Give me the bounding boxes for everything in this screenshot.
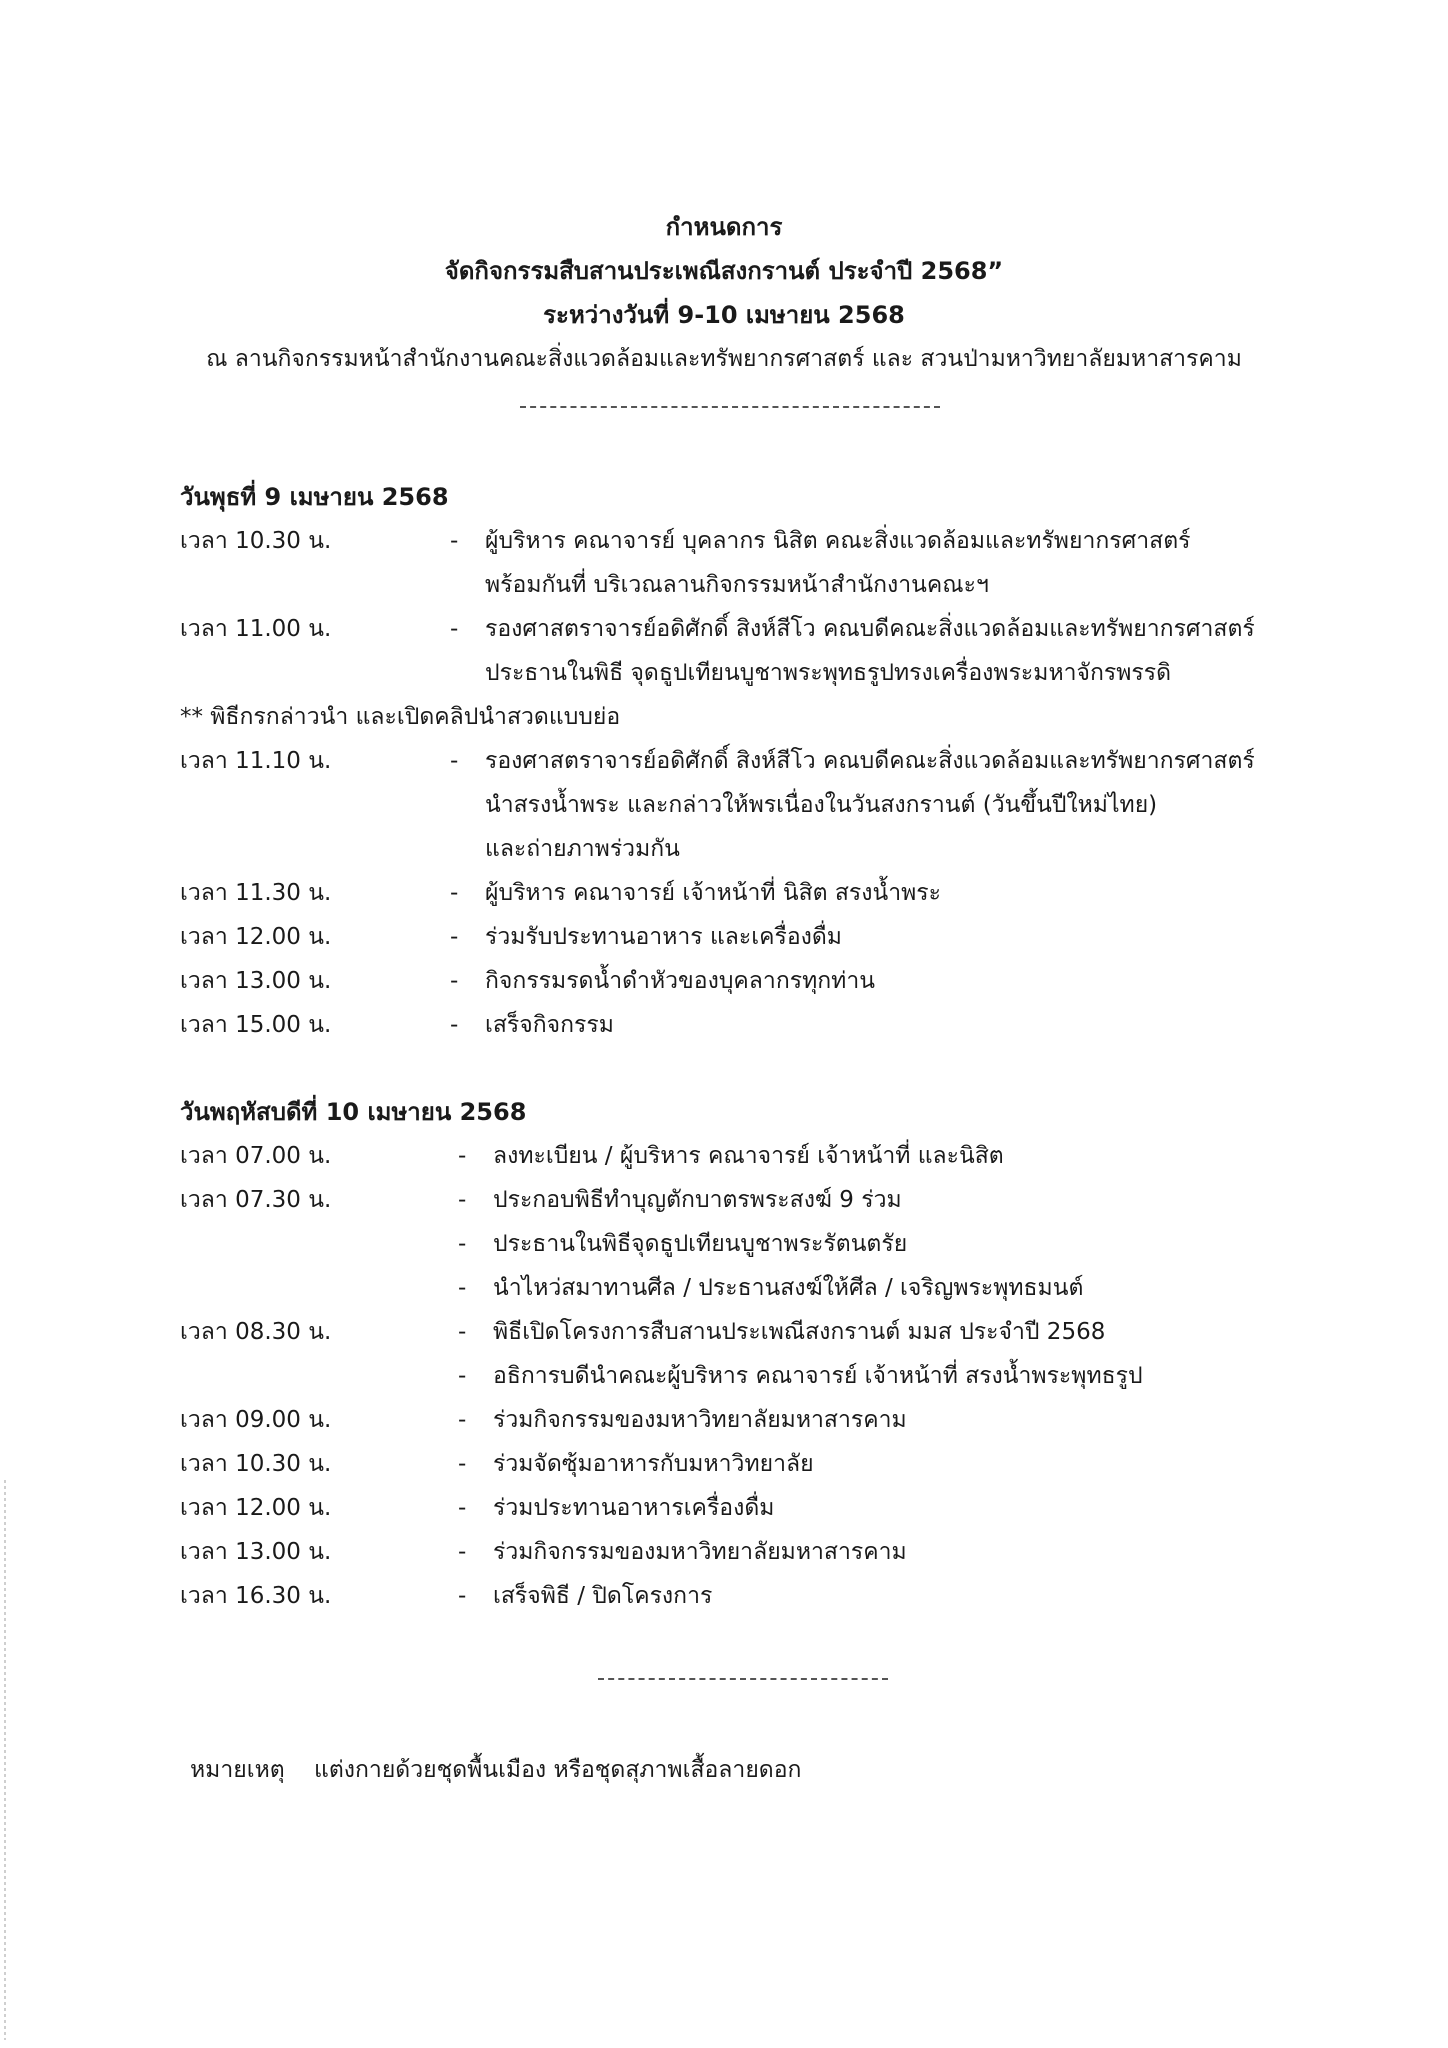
schedule-row xyxy=(180,1266,1330,1310)
schedule-text: ประกอบพิธีทำบุญตักบาตรพระสงฆ์ 9 ร่วม xyxy=(493,1187,902,1213)
schedule-row xyxy=(180,1310,1330,1354)
schedule-text: อธิการบดีนำคณะผู้บริหาร คณาจารย์ เจ้าหน้าที่ สรงน้ำพระพุทธรูป xyxy=(493,1363,1143,1389)
dash-bullet: - xyxy=(450,924,459,950)
dash-bullet: - xyxy=(458,1451,467,1477)
schedule-text: กิจกรรมรดน้ำดำหัวของบุคลากรทุกท่าน xyxy=(485,968,875,994)
schedule-text: พิธีเปิดโครงการสืบสานประเพณีสงกรานต์ มมส ประจำปี 2568 xyxy=(493,1319,1106,1345)
dash-bullet: - xyxy=(458,1539,467,1565)
schedule-time: เวลา 16.30 น. xyxy=(180,1583,332,1609)
schedule-time: เวลา 07.00 น. xyxy=(180,1143,332,1169)
event-title: จัดกิจกรรมสืบสานประเพณีสงกรานต์ ประจำปี 2568” xyxy=(444,257,1004,285)
dash-bullet: - xyxy=(458,1187,467,1213)
dash-bullet: - xyxy=(450,616,459,642)
schedule-text: นำไหว่สมาทานศีล / ประธานสงฆ์ให้ศีล / เจริญพระพุทธมนต์ xyxy=(493,1275,1084,1301)
schedule-row xyxy=(180,1442,1330,1486)
dash-bullet: - xyxy=(458,1495,467,1521)
schedule-time: เวลา 12.00 น. xyxy=(180,924,332,950)
schedule-row xyxy=(180,1398,1330,1442)
document-title: กำหนดการ xyxy=(665,213,783,241)
dash-bullet: - xyxy=(458,1583,467,1609)
schedule-time: เวลา 07.30 น. xyxy=(180,1187,332,1213)
dash-bullet: - xyxy=(458,1363,467,1389)
schedule-time: เวลา 11.10 น. xyxy=(180,748,332,774)
divider xyxy=(598,1678,888,1680)
schedule-time: เวลา 08.30 น. xyxy=(180,1319,332,1345)
schedule-time: เวลา 13.00 น. xyxy=(180,1539,332,1565)
dash-bullet: - xyxy=(450,1012,459,1038)
remark-text: แต่งกายด้วยชุดพื้นเมือง หรือชุดสุภาพเสื้อลายดอก xyxy=(314,1757,802,1783)
schedule-row xyxy=(180,1486,1330,1530)
schedule-row xyxy=(180,871,1330,915)
dash-bullet: - xyxy=(458,1231,467,1257)
schedule-text: รองศาสตราจารย์อดิศักดิ์ สิงห์สีโว คณบดีคณะสิ่งแวดล้อมและทรัพยากรศาสตร์ xyxy=(485,616,1255,642)
schedule-row xyxy=(180,739,1330,871)
document-header xyxy=(0,205,1448,381)
schedule-text: ร่วมประทานอาหารเครื่องดื่ม xyxy=(493,1495,775,1521)
schedule-text: ลงทะเบียน / ผู้บริหาร คณาจารย์ เจ้าหน้าที่ และนิสิต xyxy=(493,1143,1004,1169)
dash-bullet: - xyxy=(450,528,459,554)
schedule-note: ** พิธีกรกล่าวนำ และเปิดคลิปนำสวดแบบย่อ xyxy=(180,704,621,730)
schedule-text: ร่วมกิจกรรมของมหาวิทยาลัยมหาสารคาม xyxy=(493,1539,907,1565)
schedule-row xyxy=(180,1530,1330,1574)
schedule-row xyxy=(180,1354,1330,1398)
schedule-row xyxy=(180,1178,1330,1222)
schedule-text: รองศาสตราจารย์อดิศักดิ์ สิงห์สีโว คณบดีคณะสิ่งแวดล้อมและทรัพยากรศาสตร์ xyxy=(485,748,1255,774)
dash-bullet: - xyxy=(458,1319,467,1345)
schedule-time: เวลา 11.30 น. xyxy=(180,880,332,906)
dash-bullet: - xyxy=(458,1143,467,1169)
remark-label: หมายเหตุ xyxy=(190,1757,285,1783)
schedule-time: เวลา 11.00 น. xyxy=(180,616,332,642)
schedule-time: เวลา 09.00 น. xyxy=(180,1407,332,1433)
schedule-text: และถ่ายภาพร่วมกัน xyxy=(485,836,680,862)
dash-bullet: - xyxy=(450,880,459,906)
schedule-text: ร่วมรับประทานอาหาร และเครื่องดื่ม xyxy=(485,924,842,950)
schedule-text: ประธานในพิธีจุดธูปเทียนบูชาพระรัตนตรัย xyxy=(493,1231,908,1257)
schedule-row xyxy=(180,1222,1330,1266)
remark xyxy=(190,1748,801,1792)
schedule-text: นำสรงน้ำพระ และกล่าวให้พรเนื่องในวันสงกรานต์ (วันขึ้นปีใหม่ไทย) xyxy=(485,792,1158,818)
day-1-schedule xyxy=(180,475,1330,1047)
schedule-text: พร้อมกันที่ บริเวณลานกิจกรรมหน้าสำนักงานคณะฯ xyxy=(485,572,989,598)
event-venue: ณ ลานกิจกรรมหน้าสำนักงานคณะสิ่งแวดล้อมและทรัพยากรศาสตร์ และ สวนป่ามหาวิทยาลัยมหาสารคาม xyxy=(206,346,1242,372)
schedule-row xyxy=(180,959,1330,1003)
divider xyxy=(520,406,940,408)
schedule-text: ประธานในพิธี จุดธูปเทียนบูชาพระพุทธรูปทรงเครื่องพระมหาจักรพรรดิ xyxy=(485,660,1172,686)
schedule-time: เวลา 13.00 น. xyxy=(180,968,332,994)
dash-bullet: - xyxy=(450,748,459,774)
schedule-text: ร่วมจัดซุ้มอาหารกับมหาวิทยาลัย xyxy=(493,1451,814,1477)
schedule-text: เสร็จกิจกรรม xyxy=(485,1012,614,1038)
schedule-row xyxy=(180,1574,1330,1618)
schedule-time: เวลา 12.00 น. xyxy=(180,1495,332,1521)
schedule-row xyxy=(180,1134,1330,1178)
scan-edge-artifact xyxy=(4,1480,6,2040)
schedule-time: เวลา 10.30 น. xyxy=(180,528,332,554)
schedule-time: เวลา 15.00 น. xyxy=(180,1012,332,1038)
schedule-text: เสร็จพิธี / ปิดโครงการ xyxy=(493,1583,713,1609)
schedule-time: เวลา 10.30 น. xyxy=(180,1451,332,1477)
event-dates: ระหว่างวันที่ 9-10 เมษายน 2568 xyxy=(543,301,905,329)
schedule-row xyxy=(180,607,1330,695)
schedule-text: ร่วมกิจกรรมของมหาวิทยาลัยมหาสารคาม xyxy=(493,1407,907,1433)
schedule-row xyxy=(180,1003,1330,1047)
schedule-row xyxy=(180,915,1330,959)
day-2-schedule xyxy=(180,1090,1330,1618)
dash-bullet: - xyxy=(458,1407,467,1433)
day-title: วันพฤหัสบดีที่ 10 เมษายน 2568 xyxy=(180,1098,527,1126)
schedule-text: ผู้บริหาร คณาจารย์ เจ้าหน้าที่ นิสิต สรงน้ำพระ xyxy=(485,880,942,906)
dash-bullet: - xyxy=(458,1275,467,1301)
schedule-text: ผู้บริหาร คณาจารย์ บุคลากร นิสิต คณะสิ่งแวดล้อมและทรัพยากรศาสตร์ xyxy=(485,528,1191,554)
day-title: วันพุธที่ 9 เมษายน 2568 xyxy=(180,483,449,511)
schedule-row xyxy=(180,519,1330,607)
dash-bullet: - xyxy=(450,968,459,994)
